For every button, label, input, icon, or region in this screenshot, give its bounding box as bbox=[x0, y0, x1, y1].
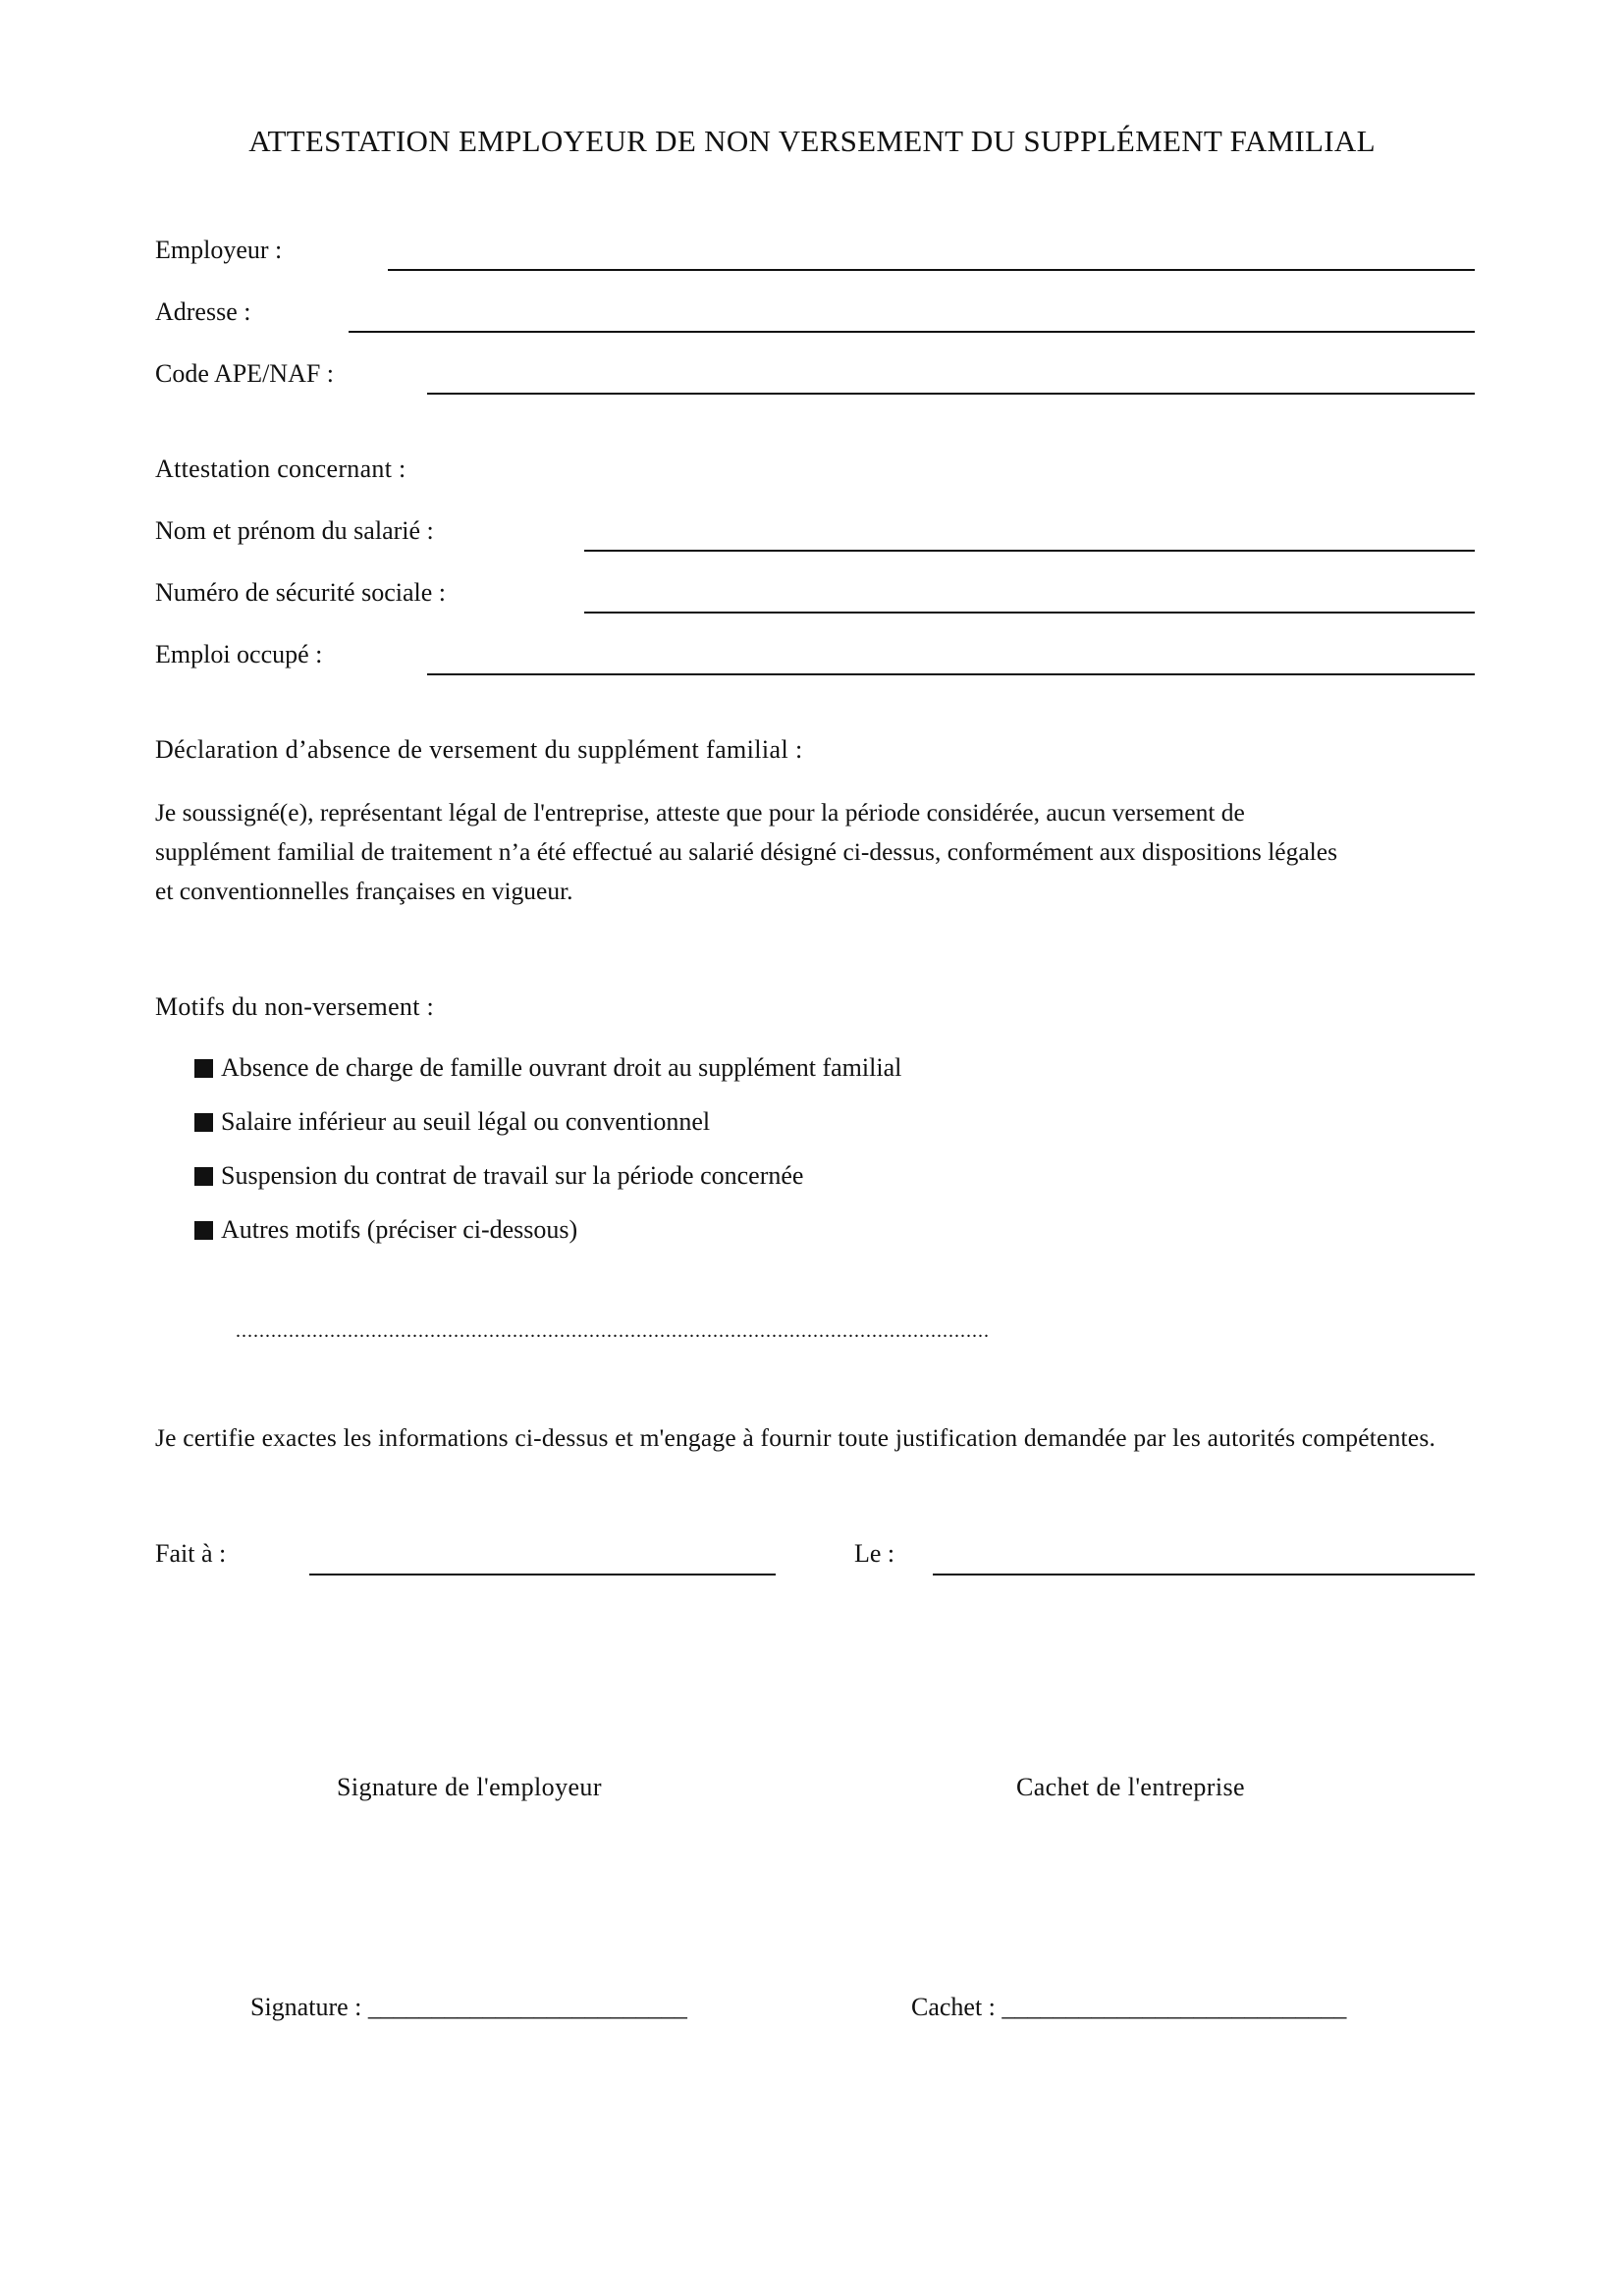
emploi-occupe-field[interactable] bbox=[427, 673, 1475, 675]
nom-prenom-field[interactable] bbox=[584, 550, 1475, 552]
date-field[interactable] bbox=[933, 1574, 1475, 1575]
code-ape-naf-field[interactable] bbox=[427, 393, 1475, 395]
cachet-field[interactable]: Cachet : ___________________________ bbox=[911, 1993, 1347, 2021]
checkbox-filled-icon[interactable] bbox=[194, 1059, 213, 1078]
document-title: ATTESTATION EMPLOYEUR DE NON VERSEMENT DU SUPPLÉMENT FAMILIAL bbox=[248, 124, 1376, 158]
motif-item[interactable] bbox=[194, 1107, 710, 1137]
checkbox-filled-icon[interactable] bbox=[194, 1113, 213, 1132]
securite-sociale-field[interactable] bbox=[584, 612, 1475, 614]
fait-a-label: Fait à : bbox=[155, 1539, 227, 1568]
nom-prenom-label: Nom et prénom du salarié : bbox=[155, 516, 434, 545]
signature-field[interactable]: Signature : _________________________ bbox=[250, 1993, 687, 2021]
checkbox-filled-icon[interactable] bbox=[194, 1221, 213, 1240]
motif-item[interactable] bbox=[194, 1215, 577, 1245]
motif-label: Autres motifs (préciser ci-dessous) bbox=[221, 1215, 578, 1244]
attestation-concernant-label: Attestation concernant : bbox=[155, 454, 406, 483]
adresse-field[interactable] bbox=[349, 331, 1475, 333]
motif-label: Salaire inférieur au seuil légal ou conventionnel bbox=[221, 1107, 711, 1136]
motif-label: Absence de charge de famille ouvrant droit au supplément familial bbox=[221, 1053, 902, 1082]
motif-item[interactable] bbox=[194, 1053, 901, 1083]
declaration-text bbox=[155, 793, 1471, 911]
employeur-field[interactable] bbox=[388, 269, 1475, 271]
code-ape-naf-label: Code APE/NAF : bbox=[155, 359, 335, 388]
fait-a-field[interactable] bbox=[309, 1574, 776, 1575]
adresse-label: Adresse : bbox=[155, 297, 251, 326]
declaration-line-1: Je soussigné(e), représentant légal de l'entreprise, atteste que pour la période considérée, aucun versement de bbox=[155, 798, 1245, 827]
cachet-entreprise-caption: Cachet de l'entreprise bbox=[1016, 1773, 1245, 1801]
le-label: Le : bbox=[854, 1539, 895, 1568]
motif-item[interactable] bbox=[194, 1161, 803, 1191]
signature-employeur-caption: Signature de l'employeur bbox=[337, 1773, 602, 1801]
employeur-label: Employeur : bbox=[155, 236, 283, 264]
declaration-line-3: et conventionnelles françaises en vigueur. bbox=[155, 877, 573, 905]
declaration-heading: Déclaration d’absence de versement du supplément familial : bbox=[155, 735, 803, 764]
motif-label: Suspension du contrat de travail sur la période concernée bbox=[221, 1161, 804, 1190]
emploi-occupe-label: Emploi occupé : bbox=[155, 640, 323, 668]
checkbox-filled-icon[interactable] bbox=[194, 1167, 213, 1186]
motifs-heading: Motifs du non-versement : bbox=[155, 992, 435, 1021]
declaration-line-2: supplément familial de traitement n’a été effectué au salarié désigné ci-dessus, conformément aux dispositions légales bbox=[155, 837, 1337, 866]
securite-sociale-label: Numéro de sécurité sociale : bbox=[155, 578, 446, 607]
autres-motifs-dotted-field[interactable]: ................................................................................................................................ bbox=[236, 1320, 990, 1342]
certification-statement: Je certifie exactes les informations ci-dessus et m'engage à fournir toute justification demandée par les autorités compétentes. bbox=[155, 1423, 1436, 1452]
